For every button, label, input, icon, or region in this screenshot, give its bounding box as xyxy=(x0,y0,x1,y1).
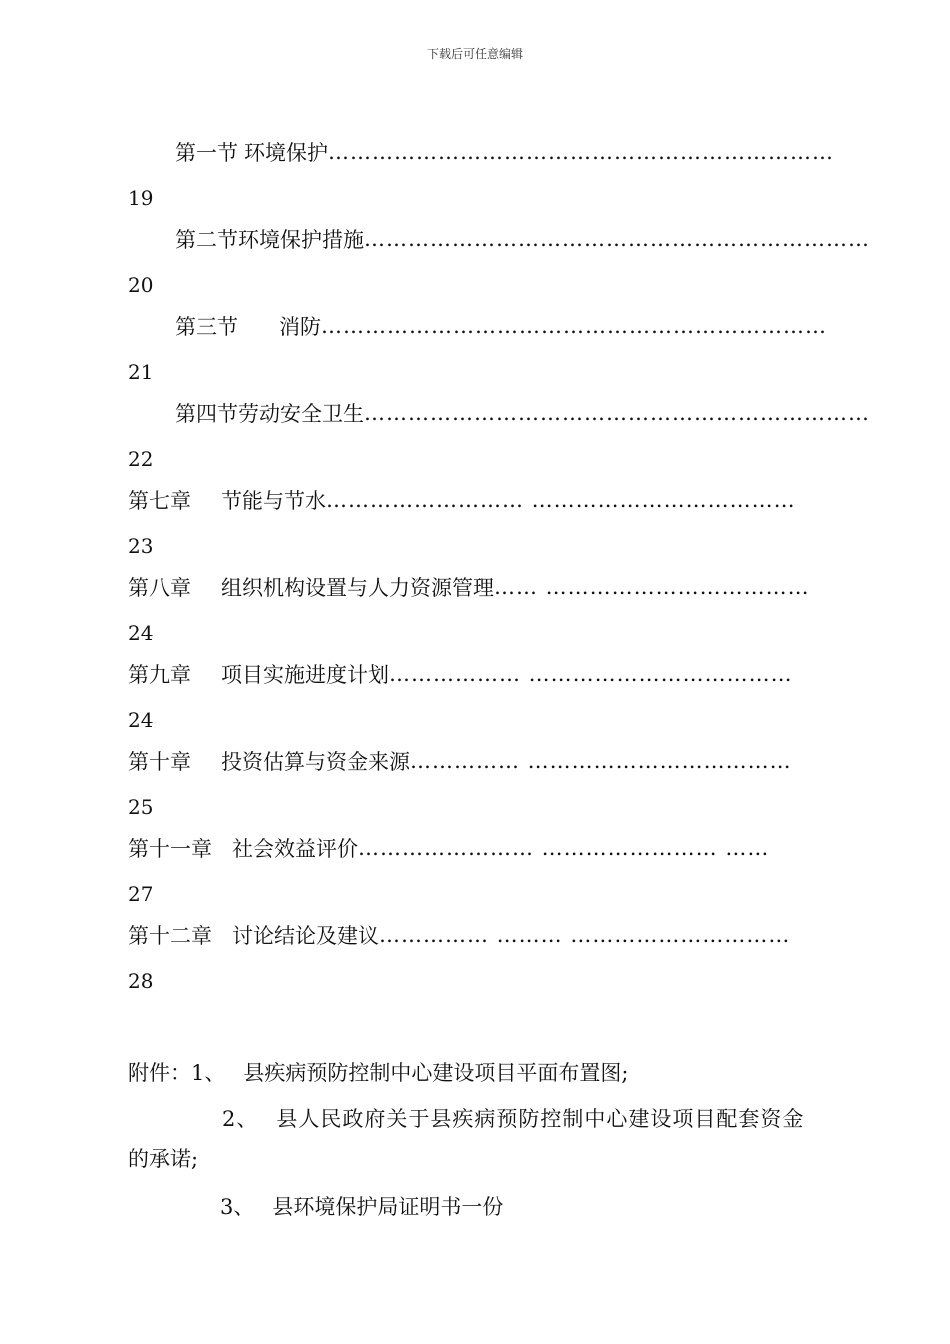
attachment-text: 县人民政府关于县疾病预防控制中心建设项目配套资金 xyxy=(276,1107,805,1131)
toc-page-number: 28 xyxy=(128,969,154,993)
toc-title: 组织机构设置与人力资源管理 xyxy=(221,576,494,600)
toc-page-number: 23 xyxy=(128,534,154,558)
toc-entry xyxy=(128,654,834,741)
toc-title: 投资估算与资金来源 xyxy=(221,750,410,774)
toc-leader-dots: …… ……………………………… xyxy=(494,575,810,599)
page-header: 下载后可任意编辑 xyxy=(426,47,523,61)
toc-page-number: 20 xyxy=(128,273,154,297)
toc-entry xyxy=(128,480,834,567)
table-of-contents xyxy=(128,132,870,1002)
toc-section-number: 第四节 xyxy=(175,402,238,426)
toc-title: 节能与节水 xyxy=(221,489,326,513)
toc-entry xyxy=(128,219,870,306)
toc-title: 环境保护 xyxy=(244,141,328,165)
toc-leader-dots: …………………………………………………………… xyxy=(364,227,870,251)
toc-leader-dots: …………… ……………………………… xyxy=(410,749,792,773)
attachment-item-2-continuation xyxy=(128,1138,834,1178)
attachment-item-3 xyxy=(128,1186,834,1226)
toc-title: 讨论结论及建议 xyxy=(232,924,379,948)
toc-entry xyxy=(128,915,834,1002)
toc-title: 消防 xyxy=(279,315,321,339)
toc-leader-dots: …………………… …………………… …… xyxy=(358,836,770,860)
toc-entry xyxy=(128,567,834,654)
toc-leader-dots: …………………………………………………………… xyxy=(364,401,870,425)
attachment-item-1 xyxy=(128,1052,834,1092)
toc-leader-dots: …………………………………………………………… xyxy=(328,140,834,164)
toc-entry xyxy=(128,306,834,393)
toc-page-number: 21 xyxy=(128,360,154,384)
toc-entry xyxy=(128,132,834,219)
toc-chapter-number: 第十一章 xyxy=(128,837,212,861)
toc-chapter-number: 第八章 xyxy=(128,576,191,600)
attachment-number: 2、 xyxy=(222,1107,259,1131)
toc-page-number: 25 xyxy=(128,795,154,819)
toc-leader-dots: ……………………… ……………………………… xyxy=(326,488,796,512)
toc-section-number: 第三节 xyxy=(175,315,238,339)
toc-page-number: 22 xyxy=(128,447,154,471)
toc-chapter-number: 第十章 xyxy=(128,750,191,774)
toc-title: 环境保护措施 xyxy=(238,228,364,252)
attachment-text: 的承诺; xyxy=(128,1147,199,1171)
toc-section-number: 第一节 xyxy=(175,141,238,165)
attachment-number: 1、 xyxy=(191,1061,226,1085)
toc-leader-dots: …………………………………………………………… xyxy=(321,314,827,338)
toc-chapter-number: 第十二章 xyxy=(128,924,212,948)
toc-chapter-number: 第七章 xyxy=(128,489,191,513)
attachment-item-2 xyxy=(128,1098,834,1138)
attachment-text: 县环境保护局证明书一份 xyxy=(272,1195,504,1219)
toc-page-number: 24 xyxy=(128,621,154,645)
toc-entry xyxy=(128,741,834,828)
toc-title: 项目实施进度计划 xyxy=(221,663,389,687)
toc-entry xyxy=(128,393,870,480)
attachments-label: 附件： xyxy=(128,1061,191,1085)
attachment-text: 县疾病预防控制中心建设项目平面布置图; xyxy=(243,1061,629,1085)
attachment-number: 3、 xyxy=(220,1195,255,1219)
toc-entry xyxy=(128,828,834,915)
attachments-section xyxy=(128,1052,834,1226)
toc-page-number: 27 xyxy=(128,882,154,906)
toc-page-number: 24 xyxy=(128,708,154,732)
toc-page-number: 19 xyxy=(128,186,154,210)
toc-leader-dots: ……………… ……………………………… xyxy=(389,662,793,686)
toc-title: 社会效益评价 xyxy=(232,837,358,861)
toc-title: 劳动安全卫生 xyxy=(238,402,364,426)
toc-leader-dots: …………… ……… ………………………… xyxy=(379,923,791,947)
toc-chapter-number: 第九章 xyxy=(128,663,191,687)
toc-section-number: 第二节 xyxy=(175,228,238,252)
